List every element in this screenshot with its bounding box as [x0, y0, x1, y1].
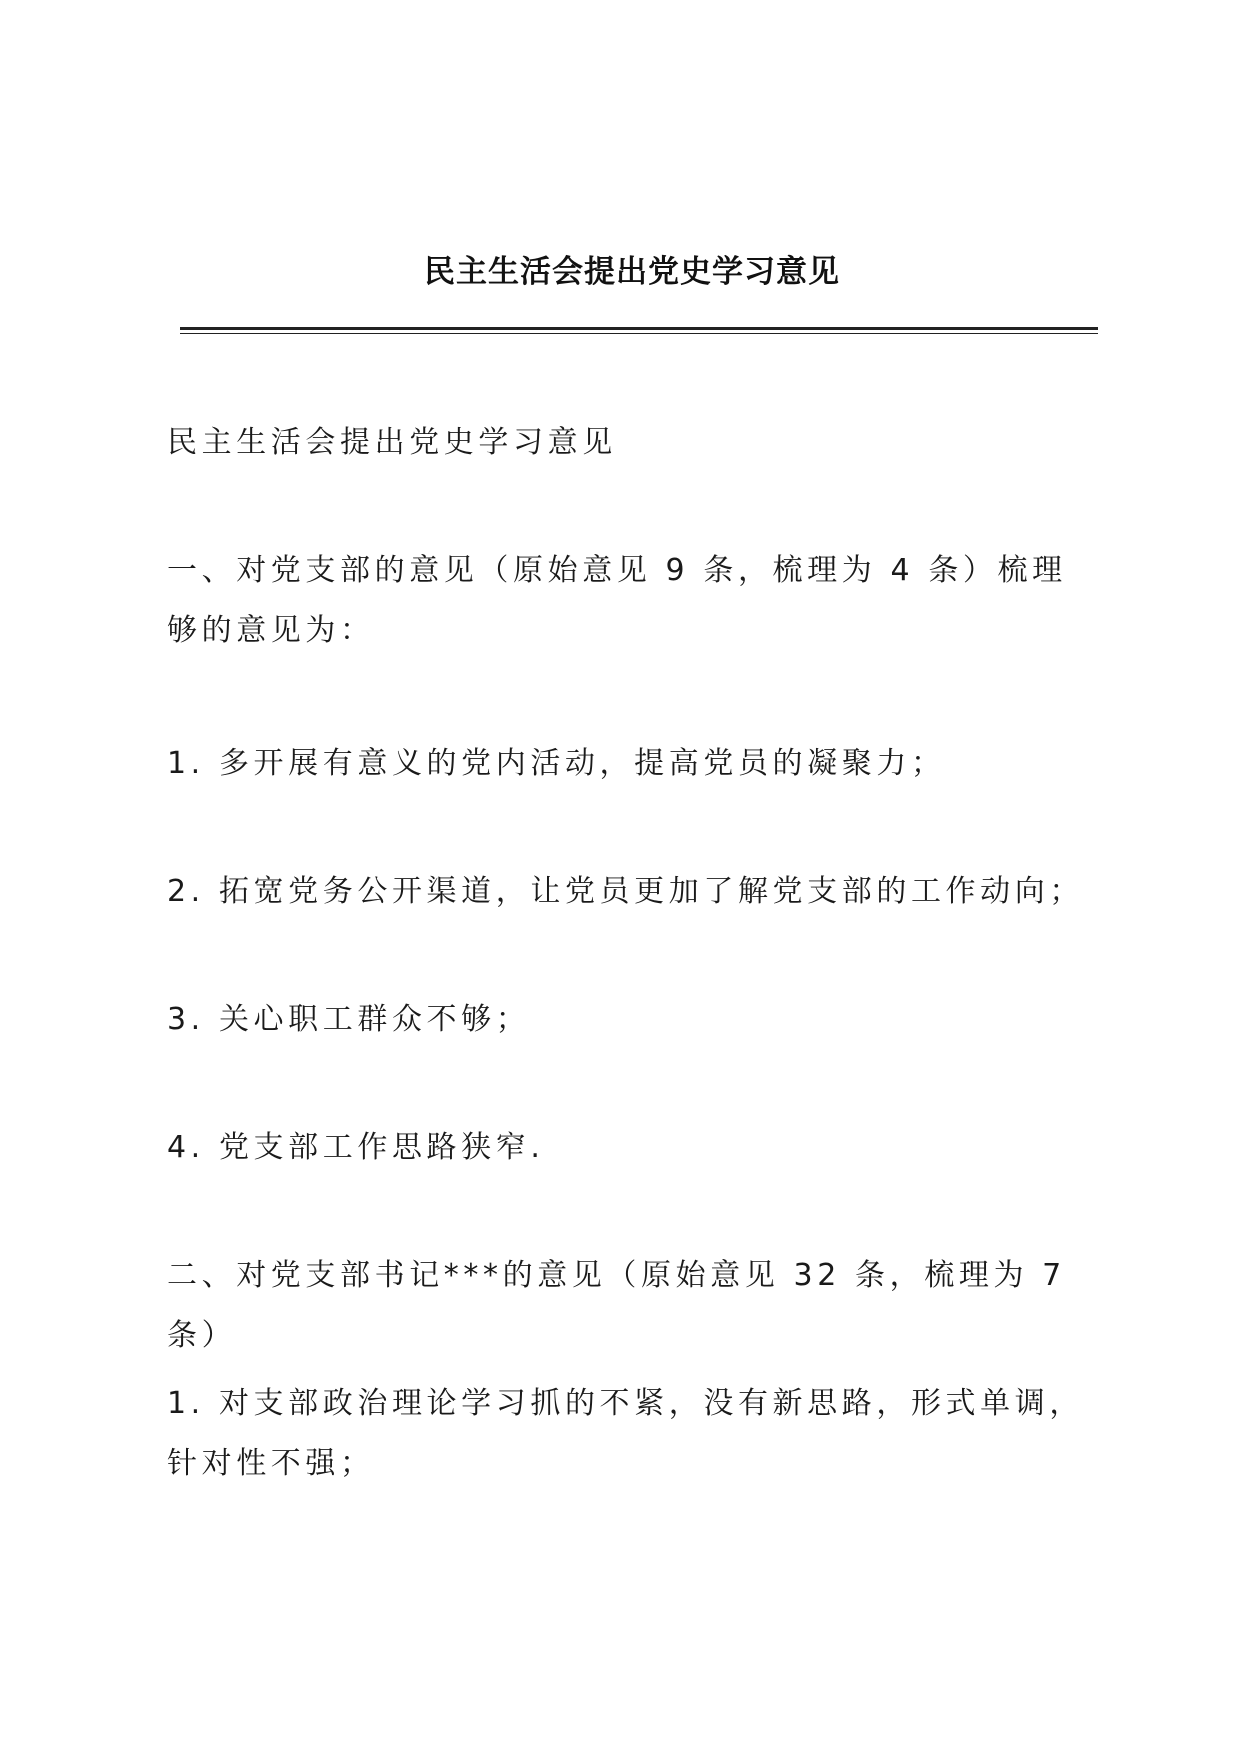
paragraph-section-1-heading: 一、对党支部的意见（原始意见 9 条，梳理为 4 条）梳理够的意见为：	[167, 553, 1067, 648]
paragraph-item-2: 2. 拓宽党务公开渠道，让党员更加了解党支部的工作动向；	[167, 874, 1084, 909]
paragraph-item-1: 1. 多开展有意义的党内活动，提高党员的凝聚力；	[167, 746, 946, 781]
paragraph-item-3: 3. 关心职工群众不够；	[167, 1002, 531, 1037]
title-divider-thick	[180, 327, 1098, 330]
paragraph-section-2-heading: 二、对党支部书记***的意见（原始意见 32 条，梳理为 7 条）	[167, 1258, 1066, 1353]
paragraph-subtitle: 民主生活会提出党史学习意见	[167, 425, 617, 460]
paragraph-item-4: 4. 党支部工作思路狭窄.	[167, 1130, 545, 1165]
document-title: 民主生活会提出党史学习意见	[424, 254, 840, 290]
title-divider-thin	[180, 333, 1098, 334]
paragraph-section-2-item-1: 1. 对支部政治理论学习抓的不紧，没有新思路，形式单调，针对性不强；	[167, 1386, 1084, 1481]
